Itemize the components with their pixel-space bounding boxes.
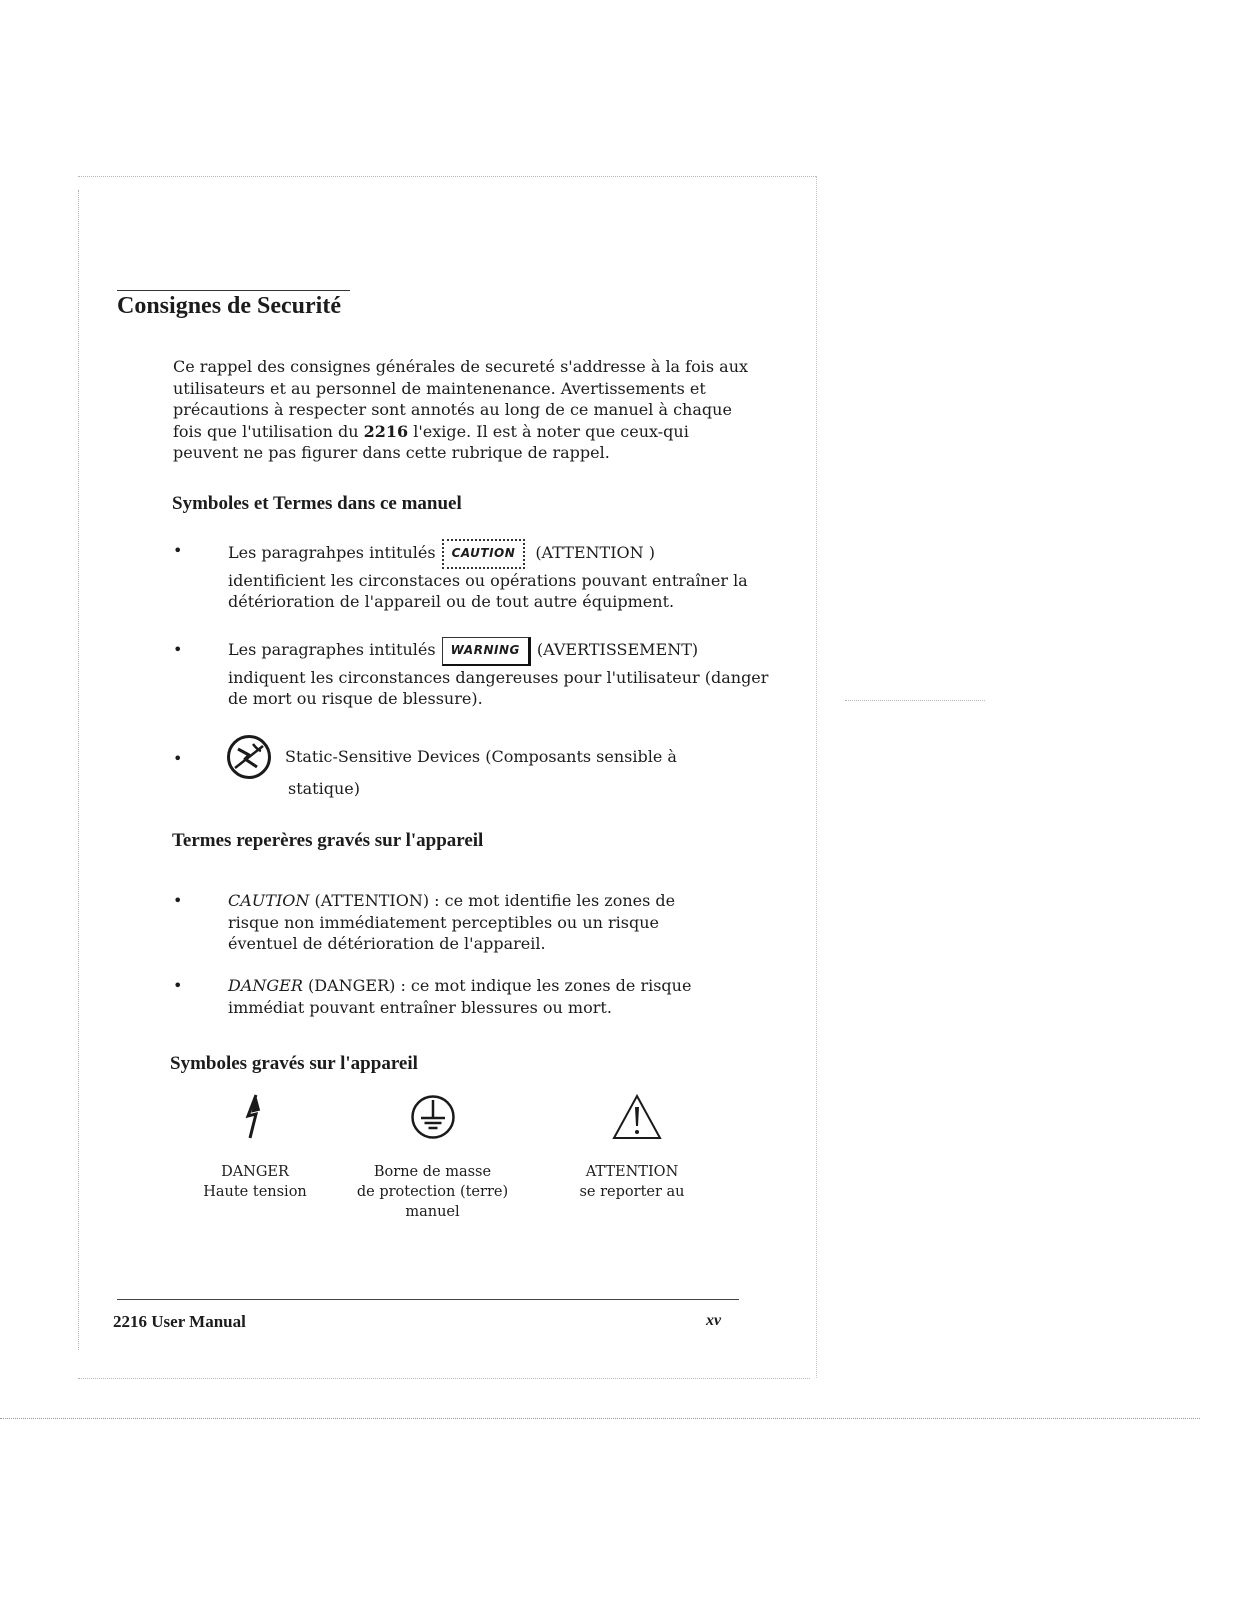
scan-left-specks bbox=[78, 190, 79, 1350]
section-heading-symbols-terms: Symboles et Termes dans ce manuel bbox=[172, 493, 462, 514]
section-heading-engraved-symbols: Symboles gravés sur l'appareil bbox=[170, 1053, 418, 1074]
warning-label-box: WARNING bbox=[442, 637, 531, 666]
danger-term-paragraph: DANGER (DANGER) : ce mot indique les zones de risque immédiat pouvant entraîner blessures ou mort. bbox=[228, 976, 692, 1017]
scan-specks bbox=[845, 700, 985, 701]
scan-border-top bbox=[78, 176, 816, 177]
warning-paragraph: Les paragraphes intitulés WARNING (AVERTISSEMENT) indiquent les circonstances dangereuses pour l'utilisateur (danger de mort ou risque de blessure). bbox=[228, 638, 788, 710]
bullet: • bbox=[173, 640, 183, 659]
intro-paragraph: Ce rappel des consignes générales de secureté s'addresse à la fois aux utilisateurs et au personnel de maintenenance. Avertissements et précautions à respecter sont annotés au long de ce manuel à chaque fois que l'utilisation du 2216 l'exige. Il est à noter que ceux-qui peuvent ne pas figurer dans cette rubrique de rappel. bbox=[173, 357, 749, 462]
caution-label-box: CAUTION bbox=[442, 539, 526, 569]
bullet: • bbox=[173, 976, 183, 995]
page-title: Consignes de Securité bbox=[117, 293, 341, 319]
section-heading-engraved-terms: Termes reperères gravés sur l'appareil bbox=[172, 830, 484, 851]
scan-border-bottom bbox=[78, 1378, 810, 1379]
esd-line-1: Static-Sensitive Devices (Composants sensible à bbox=[285, 747, 677, 766]
danger-term: DANGER bbox=[228, 976, 303, 995]
bullet: • bbox=[173, 541, 183, 560]
page-number: xv bbox=[706, 1312, 722, 1329]
title-rule bbox=[117, 290, 350, 291]
warning-triangle-icon bbox=[611, 1093, 663, 1141]
caution-term-paragraph: CAUTION (ATTENTION) : ce mot identifie les zones de risque non immédiatement perceptibles ou un risque éventuel de détérioration de l'appareil. bbox=[228, 891, 676, 953]
symbol-label-danger: DANGER Haute tension bbox=[203, 1164, 307, 1200]
static-sensitive-icon bbox=[226, 734, 272, 780]
symbol-label-earth: Borne de masse de protection (terre) manuel bbox=[356, 1164, 509, 1220]
esd-line-2: statique) bbox=[288, 779, 360, 798]
model-number: 2216 bbox=[363, 421, 409, 441]
footer-rule bbox=[117, 1299, 739, 1300]
scan-edge-line bbox=[0, 1418, 1200, 1419]
protective-earth-icon bbox=[410, 1094, 456, 1140]
caution-term: CAUTION bbox=[228, 891, 310, 910]
high-voltage-icon bbox=[240, 1092, 270, 1142]
symbol-label-attention: ATTENTION se reporter au bbox=[579, 1164, 685, 1200]
footer-manual-title: 2216 User Manual bbox=[113, 1312, 246, 1331]
caution-paragraph: Les paragrahpes intitulés CAUTION (ATTENTION ) identificient les circonstaces ou opérations pouvant entraîner la détérioration de l'appareil ou de tout autre équipment. bbox=[228, 540, 788, 613]
bullet: • bbox=[173, 749, 183, 768]
scan-border-right bbox=[816, 176, 817, 1378]
bullet: • bbox=[173, 891, 183, 910]
